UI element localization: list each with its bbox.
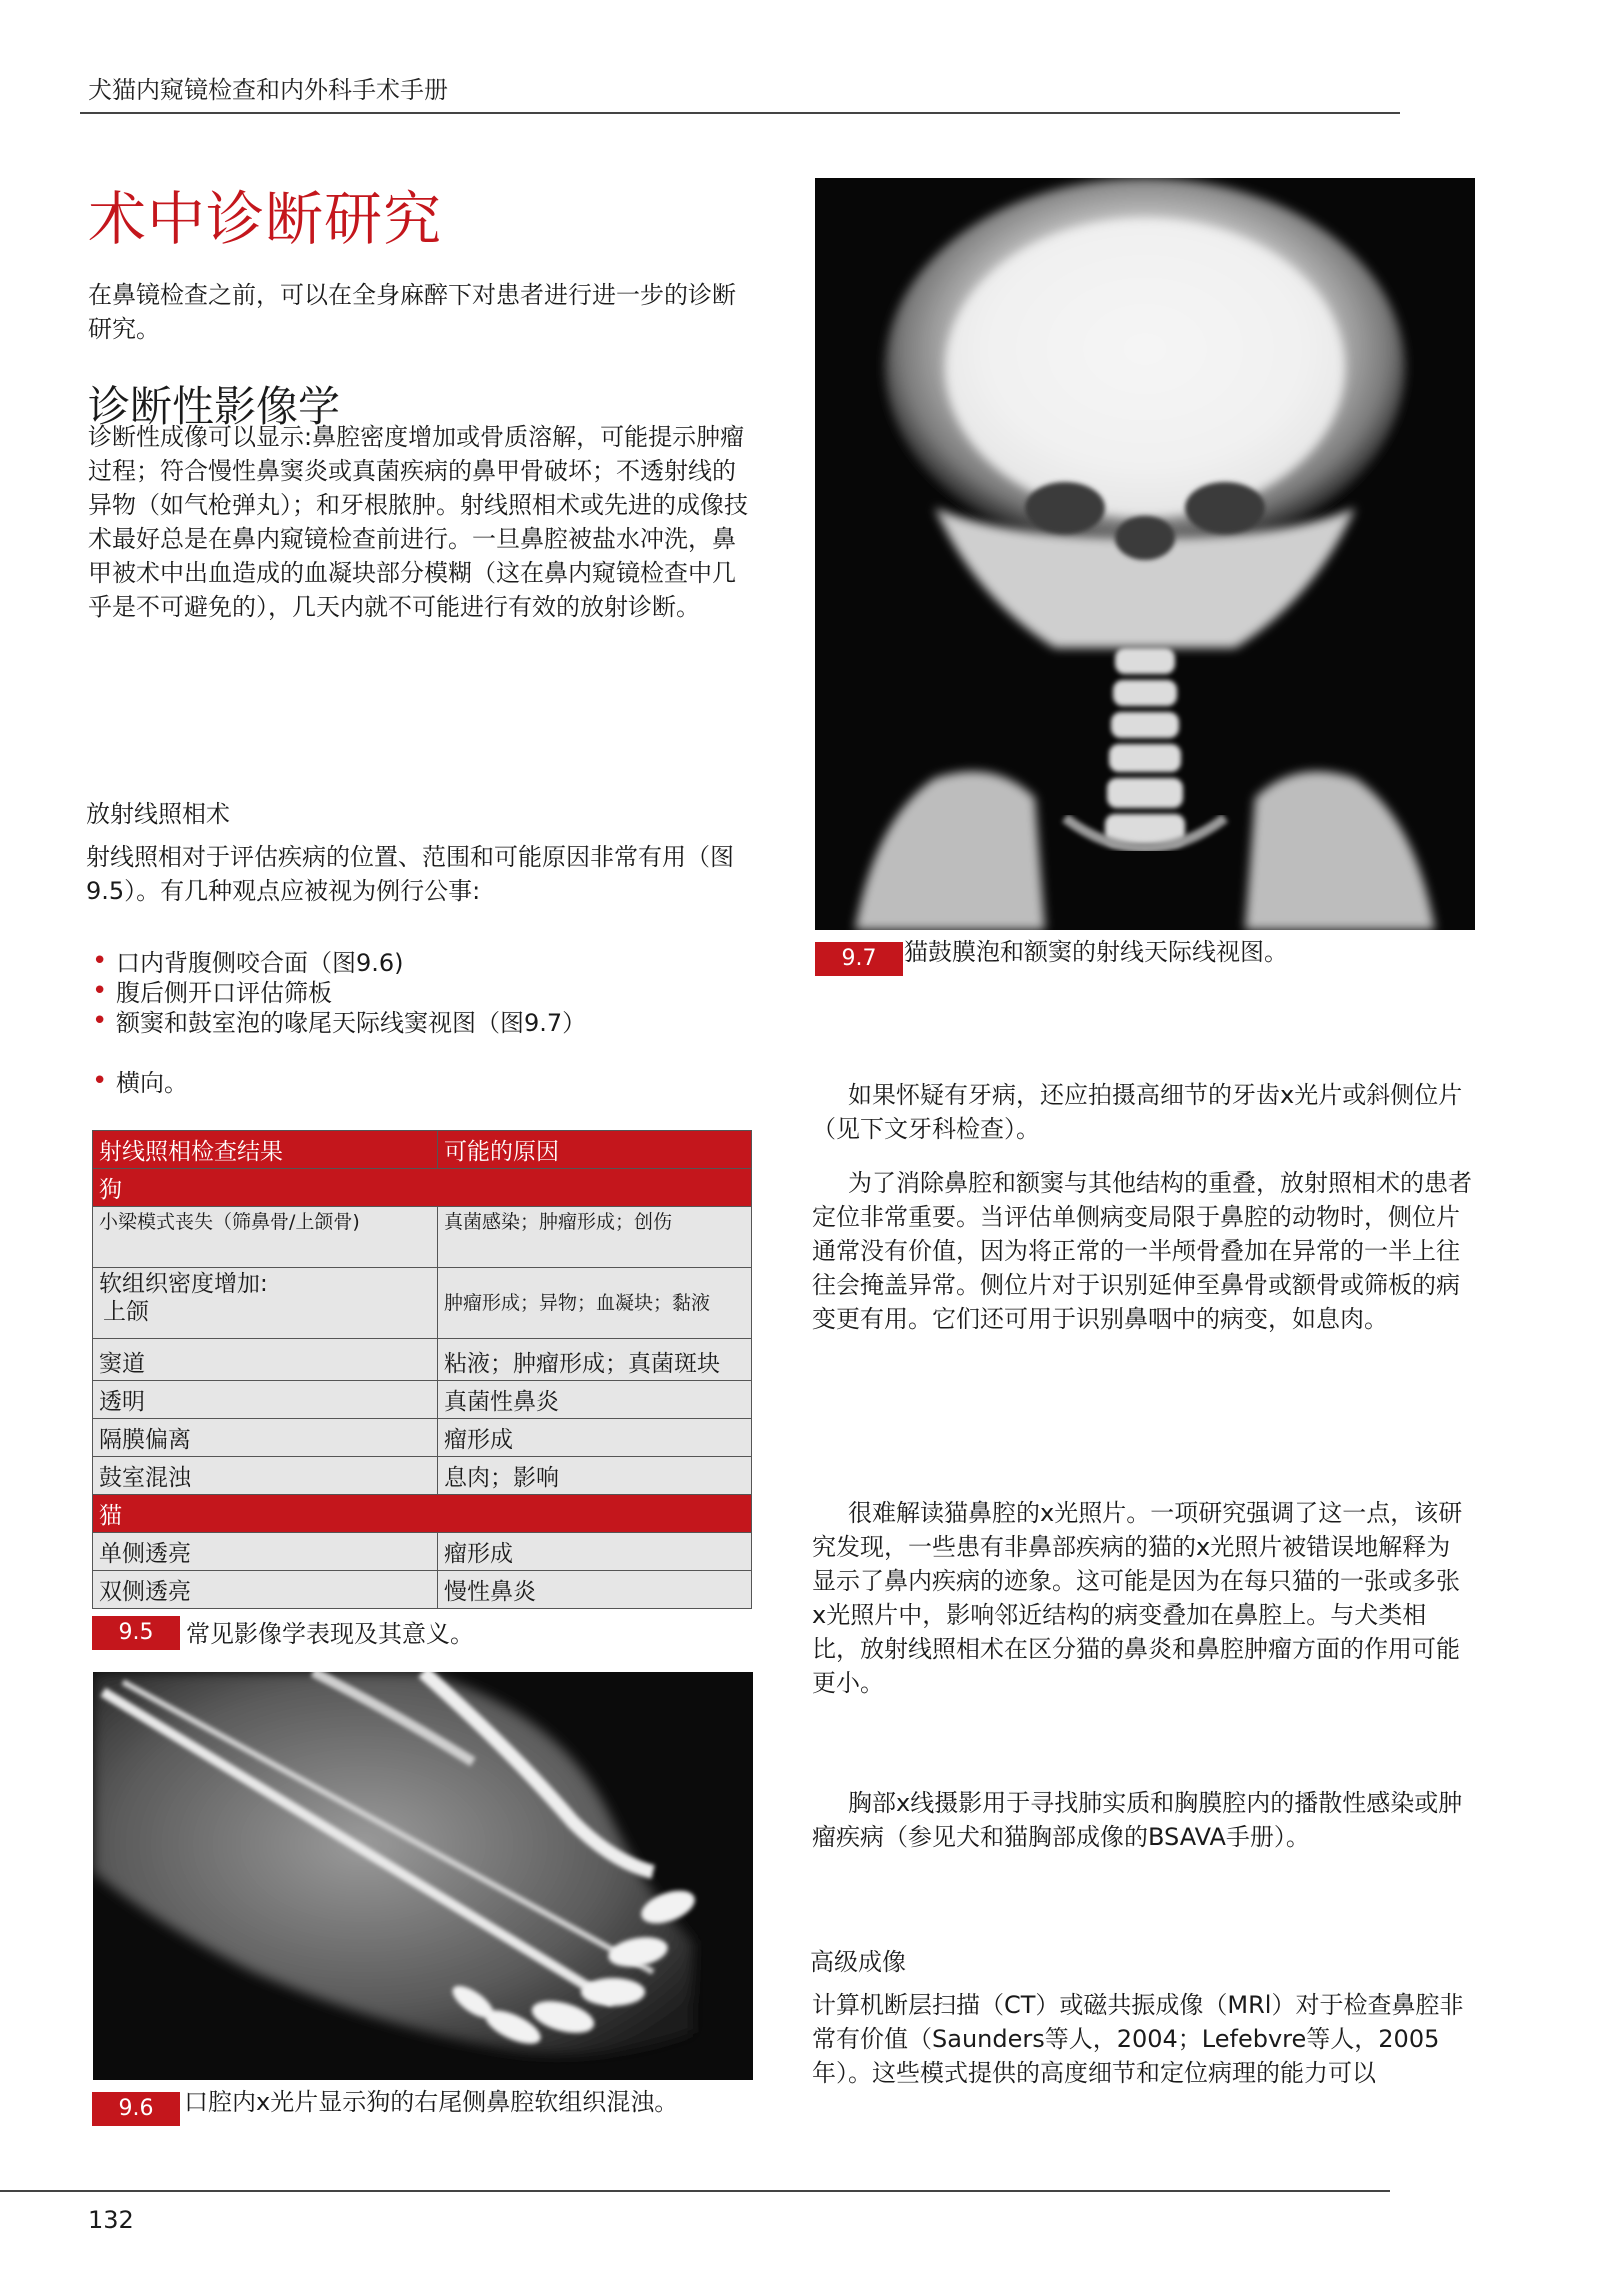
table-row <box>93 1457 752 1495</box>
table-row <box>93 1419 752 1457</box>
table-row <box>93 1571 752 1609</box>
list-item: • 额窦和鼓室泡的喙尾天际线窦视图（图9.7） <box>86 1008 726 1038</box>
figure-tag-9-7: 9.7 <box>815 942 903 976</box>
table-cell: 透明 <box>93 1381 438 1419</box>
list-item: • 腹后侧开口评估筛板 <box>86 978 726 1008</box>
table-cell: 单侧透亮 <box>93 1533 438 1571</box>
advanced-imaging-heading: 高级成像 <box>810 1948 906 1976</box>
view-list <box>86 948 726 1098</box>
xray-skull-illustration <box>815 178 1475 930</box>
finding-sub-text: 上颌 <box>103 1299 149 1325</box>
table-cell: 慢性鼻炎 <box>438 1571 752 1609</box>
intro-paragraph: 在鼻镜检查之前，可以在全身麻醉下对患者进行进一步的诊断研究。 <box>88 281 736 343</box>
table-row <box>93 1268 752 1339</box>
table-cell: 鼓室混浊 <box>93 1457 438 1495</box>
positioning-paragraph: 为了消除鼻腔和额窦与其他结构的重叠，放射照相术的患者定位非常重要。当评估单侧病变局限于鼻腔的动物时，侧位片通常没有价值，因为将正常的一半颅骨叠加在异常的一半上往往会掩盖异常。侧位片对于识别延伸至鼻骨或额骨或筛板的病变更有用。它们还可用于识别鼻咽中的病变，如息肉。 <box>812 1169 1472 1333</box>
group-label-dog: 狗 <box>93 1169 752 1207</box>
radiography-heading: 放射线照相术 <box>86 800 230 828</box>
figure-caption-9-5: 常见影像学表现及其意义。 <box>186 1620 474 1648</box>
radiography-paragraph: 射线照相对于评估疾病的位置、范围和可能原因非常有用（图9.5）。有几种观点应被视为例行公事: <box>86 843 734 905</box>
table-cell: 隔膜偏离 <box>93 1419 438 1457</box>
table-cell: 瘤形成 <box>438 1419 752 1457</box>
table-cell: 粘液；肿瘤形成；真菌斑块 <box>438 1339 752 1381</box>
figure-caption-9-6: 口腔内x光片显示狗的右尾侧鼻腔软组织混浊。 <box>184 2088 679 2116</box>
page-number: 132 <box>88 2206 134 2234</box>
table-cell: 息肉；影响 <box>438 1457 752 1495</box>
table-cell: 瘤形成 <box>438 1533 752 1571</box>
table-cell: 双侧透亮 <box>93 1571 438 1609</box>
table-header-cell: 可能的原因 <box>438 1131 752 1169</box>
header-rule <box>80 112 1400 114</box>
table-header-cell: 射线照相检查结果 <box>93 1131 438 1169</box>
findings-table <box>92 1130 752 1609</box>
xray-oral-illustration <box>93 1672 753 2080</box>
group-label-cat: 猫 <box>93 1495 752 1533</box>
xray-image-cat-skyline <box>815 178 1475 930</box>
list-item: • 横向。 <box>86 1068 726 1098</box>
list-item: • 口内背腹侧咬合面（图9.6) <box>86 948 726 978</box>
running-header: 犬猫内窥镜检查和内外科手术手册 <box>88 76 448 104</box>
section-title: 术中诊断研究 <box>88 185 443 253</box>
table-row <box>93 1339 752 1381</box>
thoracic-paragraph: 胸部x线摄影用于寻找肺实质和胸膜腔内的播散性感染或肿瘤疾病（参见犬和猫胸部成像的BSAVA手册）。 <box>812 1789 1463 1851</box>
table-cell: 肿瘤形成；异物；血凝块；黏液 <box>438 1268 752 1339</box>
table-cell: 窦道 <box>93 1339 438 1381</box>
xray-image-dog-oral <box>93 1672 753 2080</box>
table-row <box>93 1533 752 1571</box>
table-row <box>93 1381 752 1419</box>
advanced-imaging-paragraph: 计算机断层扫描（CT）或磁共振成像（MRl）对于检查鼻腔非常有价值（Saunders等人，2004；Lefebvre等人，2005年）。这些模式提供的高度细节和定位病理的能力可以 <box>812 1991 1464 2087</box>
table-cell: 真菌性鼻炎 <box>438 1381 752 1419</box>
footer-rule <box>0 2190 1390 2192</box>
table-cell: 小梁模式丧失（筛鼻骨/上颌骨) <box>93 1207 438 1268</box>
finding-text: 软组织密度增加: <box>99 1271 268 1297</box>
imaging-paragraph: 诊断性成像可以显示:鼻腔密度增加或骨质溶解，可能提示肿瘤过程；符合慢性鼻窦炎或真菌疾病的鼻甲骨破坏；不透射线的异物（如气枪弹丸）；和牙根脓肿。射线照相术或先进的成像技术最好总是在鼻内窥镜检查前进行。一旦鼻腔被盐水冲洗，鼻甲被术中出血造成的血凝块部分模糊（这在鼻内窥镜检查中几乎是不可避免的），几天内就不可能进行有效的放射诊断。 <box>88 423 748 621</box>
feline-interpretation-paragraph: 很难解读猫鼻腔的x光照片。一项研究强调了这一点，该研究发现，一些患有非鼻部疾病的猫的x光照片被错误地解释为显示了鼻内疾病的迹象。这可能是因为在每只猫的一张或多张x光照片中，影响邻近结构的病变叠加在鼻腔上。与犬类相比，放射线照相术在区分猫的鼻炎和鼻腔肿瘤方面的作用可能更小。 <box>812 1499 1463 1697</box>
table-group-row <box>93 1495 752 1533</box>
figure-tag-9-6: 9.6 <box>92 2092 180 2126</box>
dental-paragraph: 如果怀疑有牙病，还应拍摄高细节的牙齿x光片或斜侧位片（见下文牙科检查）。 <box>812 1081 1463 1143</box>
table-header-row <box>93 1131 752 1169</box>
table-cell: 真菌感染；肿瘤形成；创伤 <box>438 1207 752 1268</box>
table-group-row <box>93 1169 752 1207</box>
table-cell <box>93 1268 438 1339</box>
table-row <box>93 1207 752 1268</box>
imaging-title: 诊断性影像学 <box>88 382 341 431</box>
figure-tag-9-5: 9.5 <box>92 1616 180 1650</box>
figure-caption-9-7: 猫鼓膜泡和额窦的射线天际线视图。 <box>904 938 1288 966</box>
